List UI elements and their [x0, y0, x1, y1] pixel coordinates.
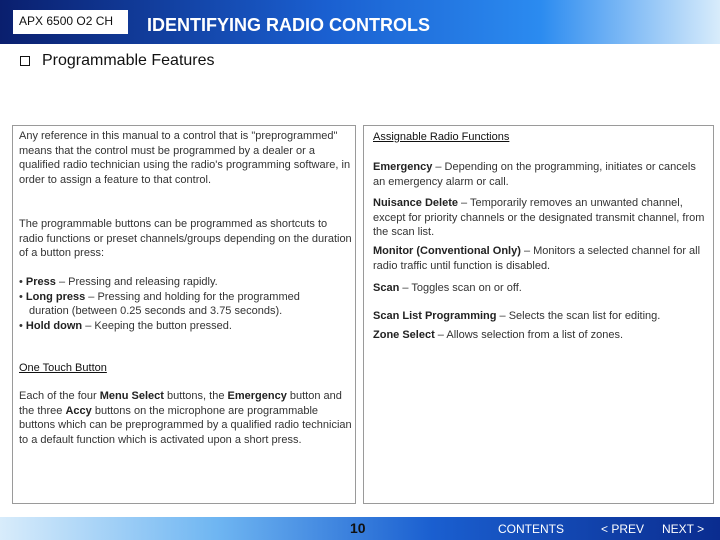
list-item — [19, 319, 339, 334]
press-type-list — [19, 275, 339, 333]
accy-term: Accy — [65, 404, 92, 417]
one-touch-heading: One Touch Button — [19, 362, 107, 374]
press-term: Press — [25, 276, 56, 288]
intro-paragraph: Any reference in this manual to a control that is "preprogrammed" means that the control must be programmed by a dealer or a qualified radio technician using the radio's programming software, in order to assign a feature to that control. — [19, 130, 351, 186]
one-touch-paragraph: Each of the four Menu Select buttons, the Emergency button and the three Accy buttons on the microphone are programmable buttons which can be preprogrammed by a qualified radio technician to a default function which is activated upon a short press. — [19, 390, 352, 446]
function-term: Scan — [373, 282, 400, 294]
function-term: Monitor (Conventional Only) — [373, 245, 521, 257]
right-panel — [363, 125, 714, 504]
menu-select-term: Menu Select — [99, 390, 164, 402]
long-press-term: Long press — [25, 290, 86, 303]
contents-link[interactable]: CONTENTS — [498, 522, 564, 536]
function-term: Zone Select — [373, 329, 435, 341]
function-item — [373, 196, 711, 240]
model-label: APX 6500 O2 CH — [13, 10, 128, 34]
function-item — [373, 309, 708, 324]
emergency-term: Emergency — [227, 390, 287, 402]
function-desc: – Monitors a selected channel for all radio traffic until function is disabled. — [373, 245, 701, 272]
function-term: Nuisance Delete — [373, 197, 458, 209]
function-term: Emergency — [373, 161, 433, 173]
function-item — [373, 244, 713, 273]
press-desc: – Pressing and releasing rapidly. — [55, 276, 218, 288]
function-item — [373, 328, 708, 343]
function-term: Scan List Programming — [373, 310, 497, 322]
list-item — [19, 290, 339, 319]
page-title: IDENTIFYING RADIO CONTROLS — [147, 15, 430, 35]
left-panel — [12, 125, 356, 504]
list-item — [19, 275, 339, 290]
function-desc: – Selects the scan list for editing. — [496, 310, 661, 322]
function-desc: – Depending on the programming, initiates or cancels an emergency alarm or call. — [373, 161, 696, 188]
hold-down-desc: – Keeping the button pressed. — [82, 319, 232, 332]
function-item — [373, 160, 708, 189]
prev-link[interactable]: < PREV — [601, 522, 645, 536]
section-header — [20, 52, 215, 70]
header-band — [0, 0, 720, 44]
hold-down-term: Hold down — [25, 319, 83, 332]
functions-heading: Assignable Radio Functions — [373, 131, 510, 143]
function-desc: – Toggles scan on or off. — [399, 282, 522, 294]
page-number: 10 — [350, 520, 366, 536]
section-title: Programmable Features — [42, 52, 215, 69]
next-link[interactable]: NEXT > — [662, 522, 705, 536]
checkbox-bullet-icon — [20, 56, 30, 66]
shortcuts-paragraph: The programmable buttons can be programmed as shortcuts to radio functions or preset channels/groups depending on the duration of a button press: — [19, 218, 352, 259]
long-press-desc: – Pressing and holding for the programmed duration (between 0.25 seconds and 3.75 seconds). — [29, 290, 300, 317]
function-desc: – Allows selection from a list of zones. — [434, 329, 624, 341]
function-desc: – Temporarily removes an unwanted channel, except for priority channels or the designated transmit channel, from the scan list. — [373, 197, 705, 238]
function-item — [373, 281, 708, 296]
